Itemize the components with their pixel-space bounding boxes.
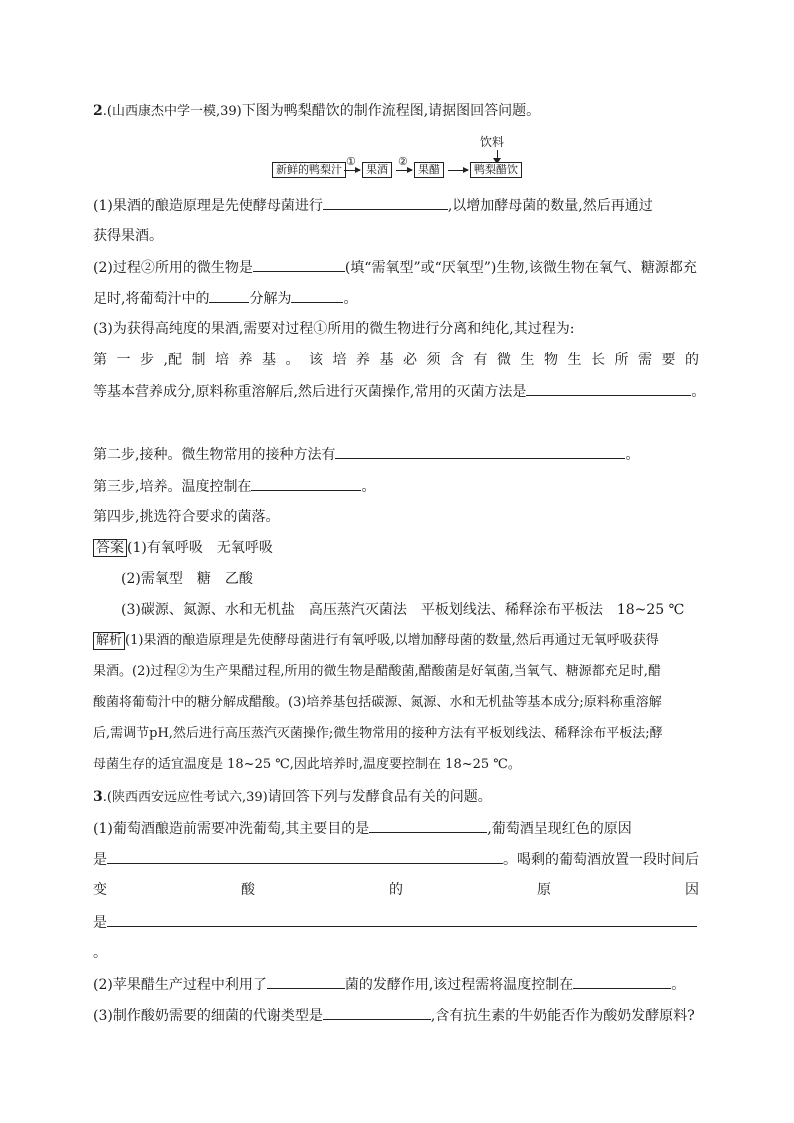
answer-3: (3)碳源、氮源、水和无机盐 高压蒸汽灭菌法 平板划线法、稀释涂布平板法 18~25 ℃: [121, 602, 685, 618]
q2-p3-step1-char: 养: [355, 352, 370, 368]
q2-p3-step1-char: 必: [402, 352, 417, 368]
q3-p2-line: [93, 974, 685, 995]
q3-p1-blank-1[interactable]: [369, 818, 487, 833]
q2-p3-step4-line: 第四步,挑选符合要求的菌落。: [93, 509, 280, 525]
q3-p3-text-b: ,含有抗生素的牛奶能否作为酸奶发酵原料?: [430, 1008, 695, 1024]
q3-p2-text-a: (2)苹果醋生产过程中利用了: [93, 977, 267, 993]
q2-p1-line2: 获得果酒。: [93, 228, 163, 244]
q2-p3-step1-char: 需: [637, 352, 652, 368]
q2-p3-line3: [93, 381, 705, 402]
q3-p1-spread-char: 原: [537, 882, 551, 898]
q3-p1-line2: [93, 849, 699, 870]
q2-p3-step1-line: [93, 350, 699, 370]
q3-p1-text-b: ,葡萄酒呈现红色的原因: [487, 821, 632, 837]
flow-box-fruit-vinegar: 果醋: [414, 162, 444, 178]
q2-p2-blank-3[interactable]: [291, 288, 343, 303]
q2-p3-text-d: 第二步,接种。微生物常用的接种方法有: [93, 447, 336, 463]
q2-p1-text-a: (1)果酒的酿造原理是先使酵母菌进行: [93, 198, 323, 214]
q2-p2-line2: [93, 288, 357, 309]
q3-source: .(陕西西安远应性考试六,39): [102, 790, 268, 805]
q2-p3-step1-char: 制: [191, 352, 206, 368]
q2-p3-text-e: 第三步,培养。温度控制在: [93, 479, 252, 495]
q2-p2-text-b: (填“需氧型”或“厌氧型”)生物,该微生物在氧气、糖源都充: [344, 260, 697, 276]
q3-p1-line4: [93, 912, 697, 933]
q3-p3-text-a: (3)制作酸奶需要的细菌的代谢类型是: [93, 1008, 323, 1024]
q2-p3-step1-char: 一: [116, 352, 131, 368]
q3-p2-text-b: 菌的发酵作用,该过程需将温度控制在: [344, 977, 574, 993]
q3-p1-spread-char: 变: [93, 882, 107, 898]
q3-p2-blank-2[interactable]: [573, 974, 671, 989]
q3-p3-blank-1[interactable]: [323, 1005, 431, 1020]
flow-step-1: ①: [346, 155, 356, 168]
q2-p3-step1-char: 含: [449, 352, 464, 368]
q2-p2-blank-2[interactable]: [209, 288, 249, 303]
q3-p2-blank-1[interactable]: [267, 974, 345, 989]
q3-p1-text-f: 是: [93, 915, 107, 931]
q2-p3-text-c: 等基本营养成分,原料称重溶解后,然后进行灭菌操作,常用的灭菌方法是: [93, 384, 527, 400]
q2-p2-line1: [93, 257, 697, 278]
q2-p3-step1-char: 须: [426, 352, 441, 368]
q2-p2-blank-1[interactable]: [253, 257, 345, 272]
q2-number: 2: [93, 103, 103, 119]
q2-p1-line1: [93, 195, 653, 216]
q2-p3-step1-char: 。: [285, 352, 300, 368]
q2-p3-step1-char: 步: [140, 352, 154, 368]
q2-p3-step1-char: ,配: [163, 352, 182, 368]
q3-p2-text-c: 。: [671, 977, 686, 993]
analysis-text-3: 酸菌将葡萄汁中的糖分解成醋酸。(3)培养基包括碳源、氮源、水和无机盐等基本成分;原料称重溶解: [93, 695, 662, 710]
q3-p1-text-a: (1)葡萄酒酿造前需要冲洗葡萄,其主要目的是: [93, 821, 370, 837]
q2-p3-step1-char: 培: [332, 352, 347, 368]
flow-box-fruit-wine: 果酒: [362, 162, 392, 178]
q3-stem-line: [93, 787, 492, 808]
q2-p3-blank-1[interactable]: [526, 381, 691, 396]
q2-p2-text-a: (2)过程②所用的微生物是: [93, 260, 253, 276]
q2-p3-step1-char: 生: [520, 352, 535, 368]
q3-p1-spread-char: 酸: [241, 882, 255, 898]
q2-p1-blank[interactable]: [323, 195, 448, 210]
flow-box-pear-juice: 新鲜的鸭梨汁: [272, 162, 346, 178]
q2-p3-step1-char: 生: [567, 352, 582, 368]
q3-p1-spread-char: 因: [685, 882, 699, 898]
q2-p3-text-e-end: 。: [361, 479, 376, 495]
q3-p1-line3: [93, 880, 699, 900]
q2-p3-step1-char: 有: [473, 352, 488, 368]
q2-p3-step1-char: 基: [261, 352, 276, 368]
q3-p1-text-d: 。喝剩的葡萄酒放置一段时间后: [503, 852, 699, 868]
q3-p3-line: [93, 1005, 695, 1026]
q3-stem: 请回答下列与发酵食品有关的问题。: [267, 789, 492, 805]
q3-p1-blank-2[interactable]: [107, 849, 503, 864]
q2-p3-step1-char: 养: [238, 352, 253, 368]
q3-p1-blank-3[interactable]: [107, 912, 697, 927]
analysis-text-5: 母菌生存的适宜温度是 18~25 ℃,因此培养时,温度要控制在 18~25 ℃。: [93, 757, 521, 772]
analysis-text-2: 果酒。(2)过程②为生产果醋过程,所用的微生物是醋酸菌,醋酸菌是好氧菌,当氧气、糖源都充足时,醋: [93, 664, 661, 679]
q2-p1-text-b: ,以增加酵母菌的数量,然后再通过: [447, 198, 653, 214]
flow-top-label: 饮料: [480, 135, 505, 149]
q2-stem-line: [93, 101, 540, 122]
q3-p1-line5: 。: [93, 945, 107, 961]
q2-source: .(山西康杰中学一模,39): [102, 104, 242, 119]
analysis-tag: 解析: [93, 632, 125, 650]
q3-p1-spread-char: 的: [389, 882, 403, 898]
q2-p3-step1-char: 的: [684, 352, 699, 368]
q3-p1-line1: [93, 818, 632, 839]
q2-p3-text-d-end: 。: [625, 447, 640, 463]
q2-p3-step1-char: 培: [214, 352, 229, 368]
q3-p1-text-c: 是: [93, 852, 107, 868]
answer-tag: 答案: [93, 539, 127, 557]
answer-1: (1)有氧呼吸 无氧呼吸: [127, 540, 273, 556]
q2-p3-step1-char: 所: [614, 352, 629, 368]
q2-p3-text-c-end: 。: [691, 384, 706, 400]
q2-p3-step1-char: 要: [661, 352, 676, 368]
q3-number: 3: [93, 789, 103, 805]
q2-p3-blank-3[interactable]: [251, 476, 361, 491]
q2-p3-step1-char: 第: [93, 352, 107, 368]
answer-2: (2)需氧型 糖 乙酸: [121, 571, 253, 587]
q2-p3-blank-2[interactable]: [335, 444, 625, 459]
q2-p3-step2-line: [93, 444, 639, 465]
q2-p3-step1-char: 物: [543, 352, 558, 368]
analysis-line-1: [93, 631, 659, 651]
analysis-text-1: (1)果酒的酿造原理是先使酵母菌进行有氧呼吸,以增加酵母菌的数量,然后再通过无氧呼吸获得: [125, 633, 659, 648]
flow-arrow-1: [344, 170, 360, 171]
analysis-text-4: 后,需调节pH,然后进行高压蒸汽灭菌操作;微生物常用的接种方法有平板划线法、稀释涂布平板法;酵: [93, 726, 663, 741]
q2-p2-text-d: 分解为: [249, 291, 292, 307]
flow-step-2: ②: [398, 155, 408, 168]
q2-p3-step1-char: 微: [496, 352, 511, 368]
q2-stem: 下图为鸭梨醋饮的制作流程图,请据图回答问题。: [241, 103, 541, 119]
q2-p2-text-e: 。: [343, 291, 358, 307]
flow-box-vinegar-drink: 鸭梨醋饮: [470, 162, 522, 178]
q2-p3-step1-char: 长: [590, 352, 605, 368]
answer-line-1: [93, 538, 273, 558]
q2-p3-step3-line: [93, 476, 375, 497]
flow-arrow-2: [396, 170, 412, 171]
q2-p3-line1: (3)为获得高纯度的果酒,需要对过程①所用的微生物进行分离和纯化,其过程为:: [93, 321, 575, 337]
q2-p3-step1-char: 基: [379, 352, 394, 368]
q2-p3-step1-char: 该: [308, 352, 323, 368]
q2-p2-text-c: 足时,将葡萄汁中的: [93, 291, 210, 307]
flow-arrow-3: [448, 170, 468, 171]
